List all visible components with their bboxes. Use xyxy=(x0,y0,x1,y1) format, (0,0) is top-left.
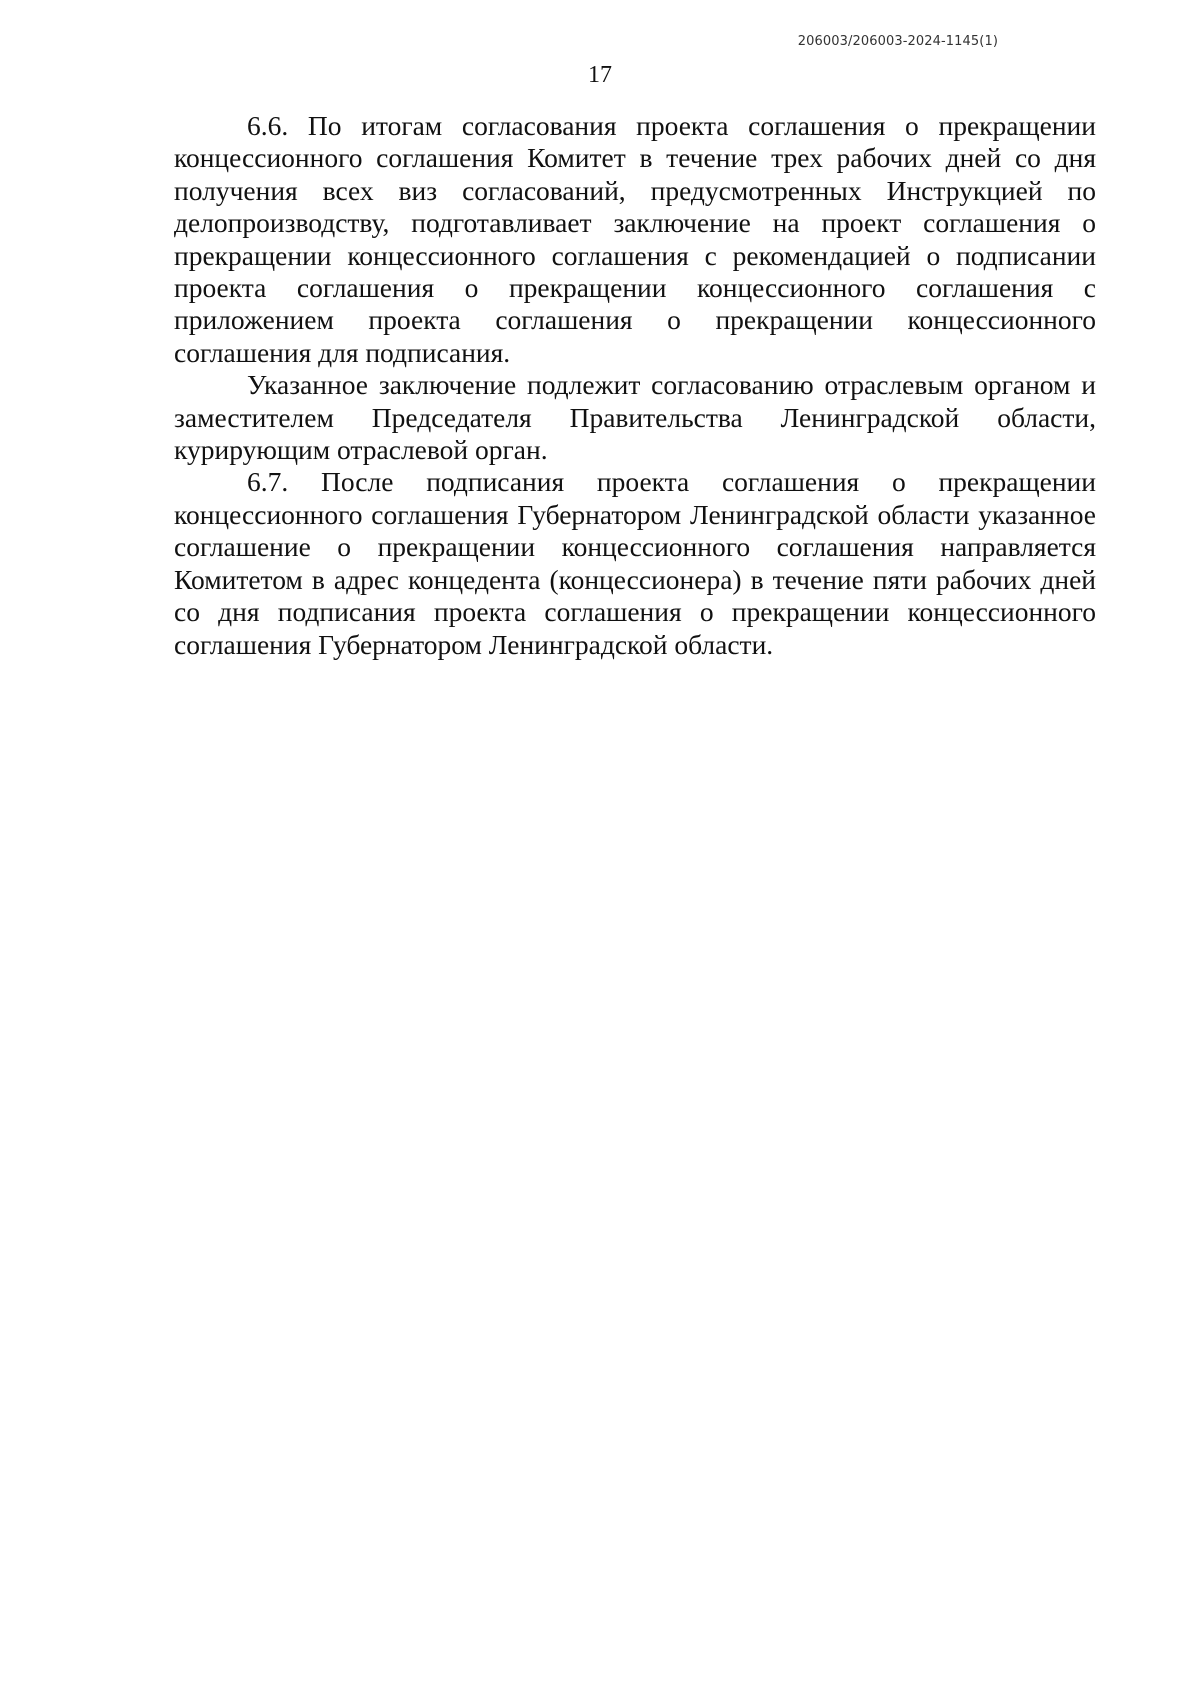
paragraph-6-7: 6.7. После подписания проекта соглашения о прекращении концессионного соглашения Губернатором Ленинградской области указанное соглашение о прекращении концессионного соглашения направляется Комитетом в адрес концедента (концессионера) в течение пяти рабочих дней со дня подписания проекта соглашения о прекращении концессионного соглашения Губернатором Ленинградской области. xyxy=(174,466,1096,660)
document-body xyxy=(174,110,1096,661)
paragraph-conclusion-approval: Указанное заключение подлежит согласованию отраслевым органом и заместителем Председателя Правительства Ленинградской области, курирующим отраслевой орган. xyxy=(174,369,1096,466)
paragraph-6-6: 6.6. По итогам согласования проекта соглашения о прекращении концессионного соглашения Комитет в течение трех рабочих дней со дня получения всех виз согласований, предусмотренных Инструкцией по делопроизводству, подготавливает заключение на проект соглашения о прекращении концессионного соглашения с рекомендацией о подписании проекта соглашения о прекращении концессионного соглашения с приложением проекта соглашения о прекращении концессионного соглашения для подписания. xyxy=(174,110,1096,368)
page-number: 17 xyxy=(588,62,612,88)
registration-number: 206003/206003-2024-1145(1) xyxy=(797,34,998,49)
